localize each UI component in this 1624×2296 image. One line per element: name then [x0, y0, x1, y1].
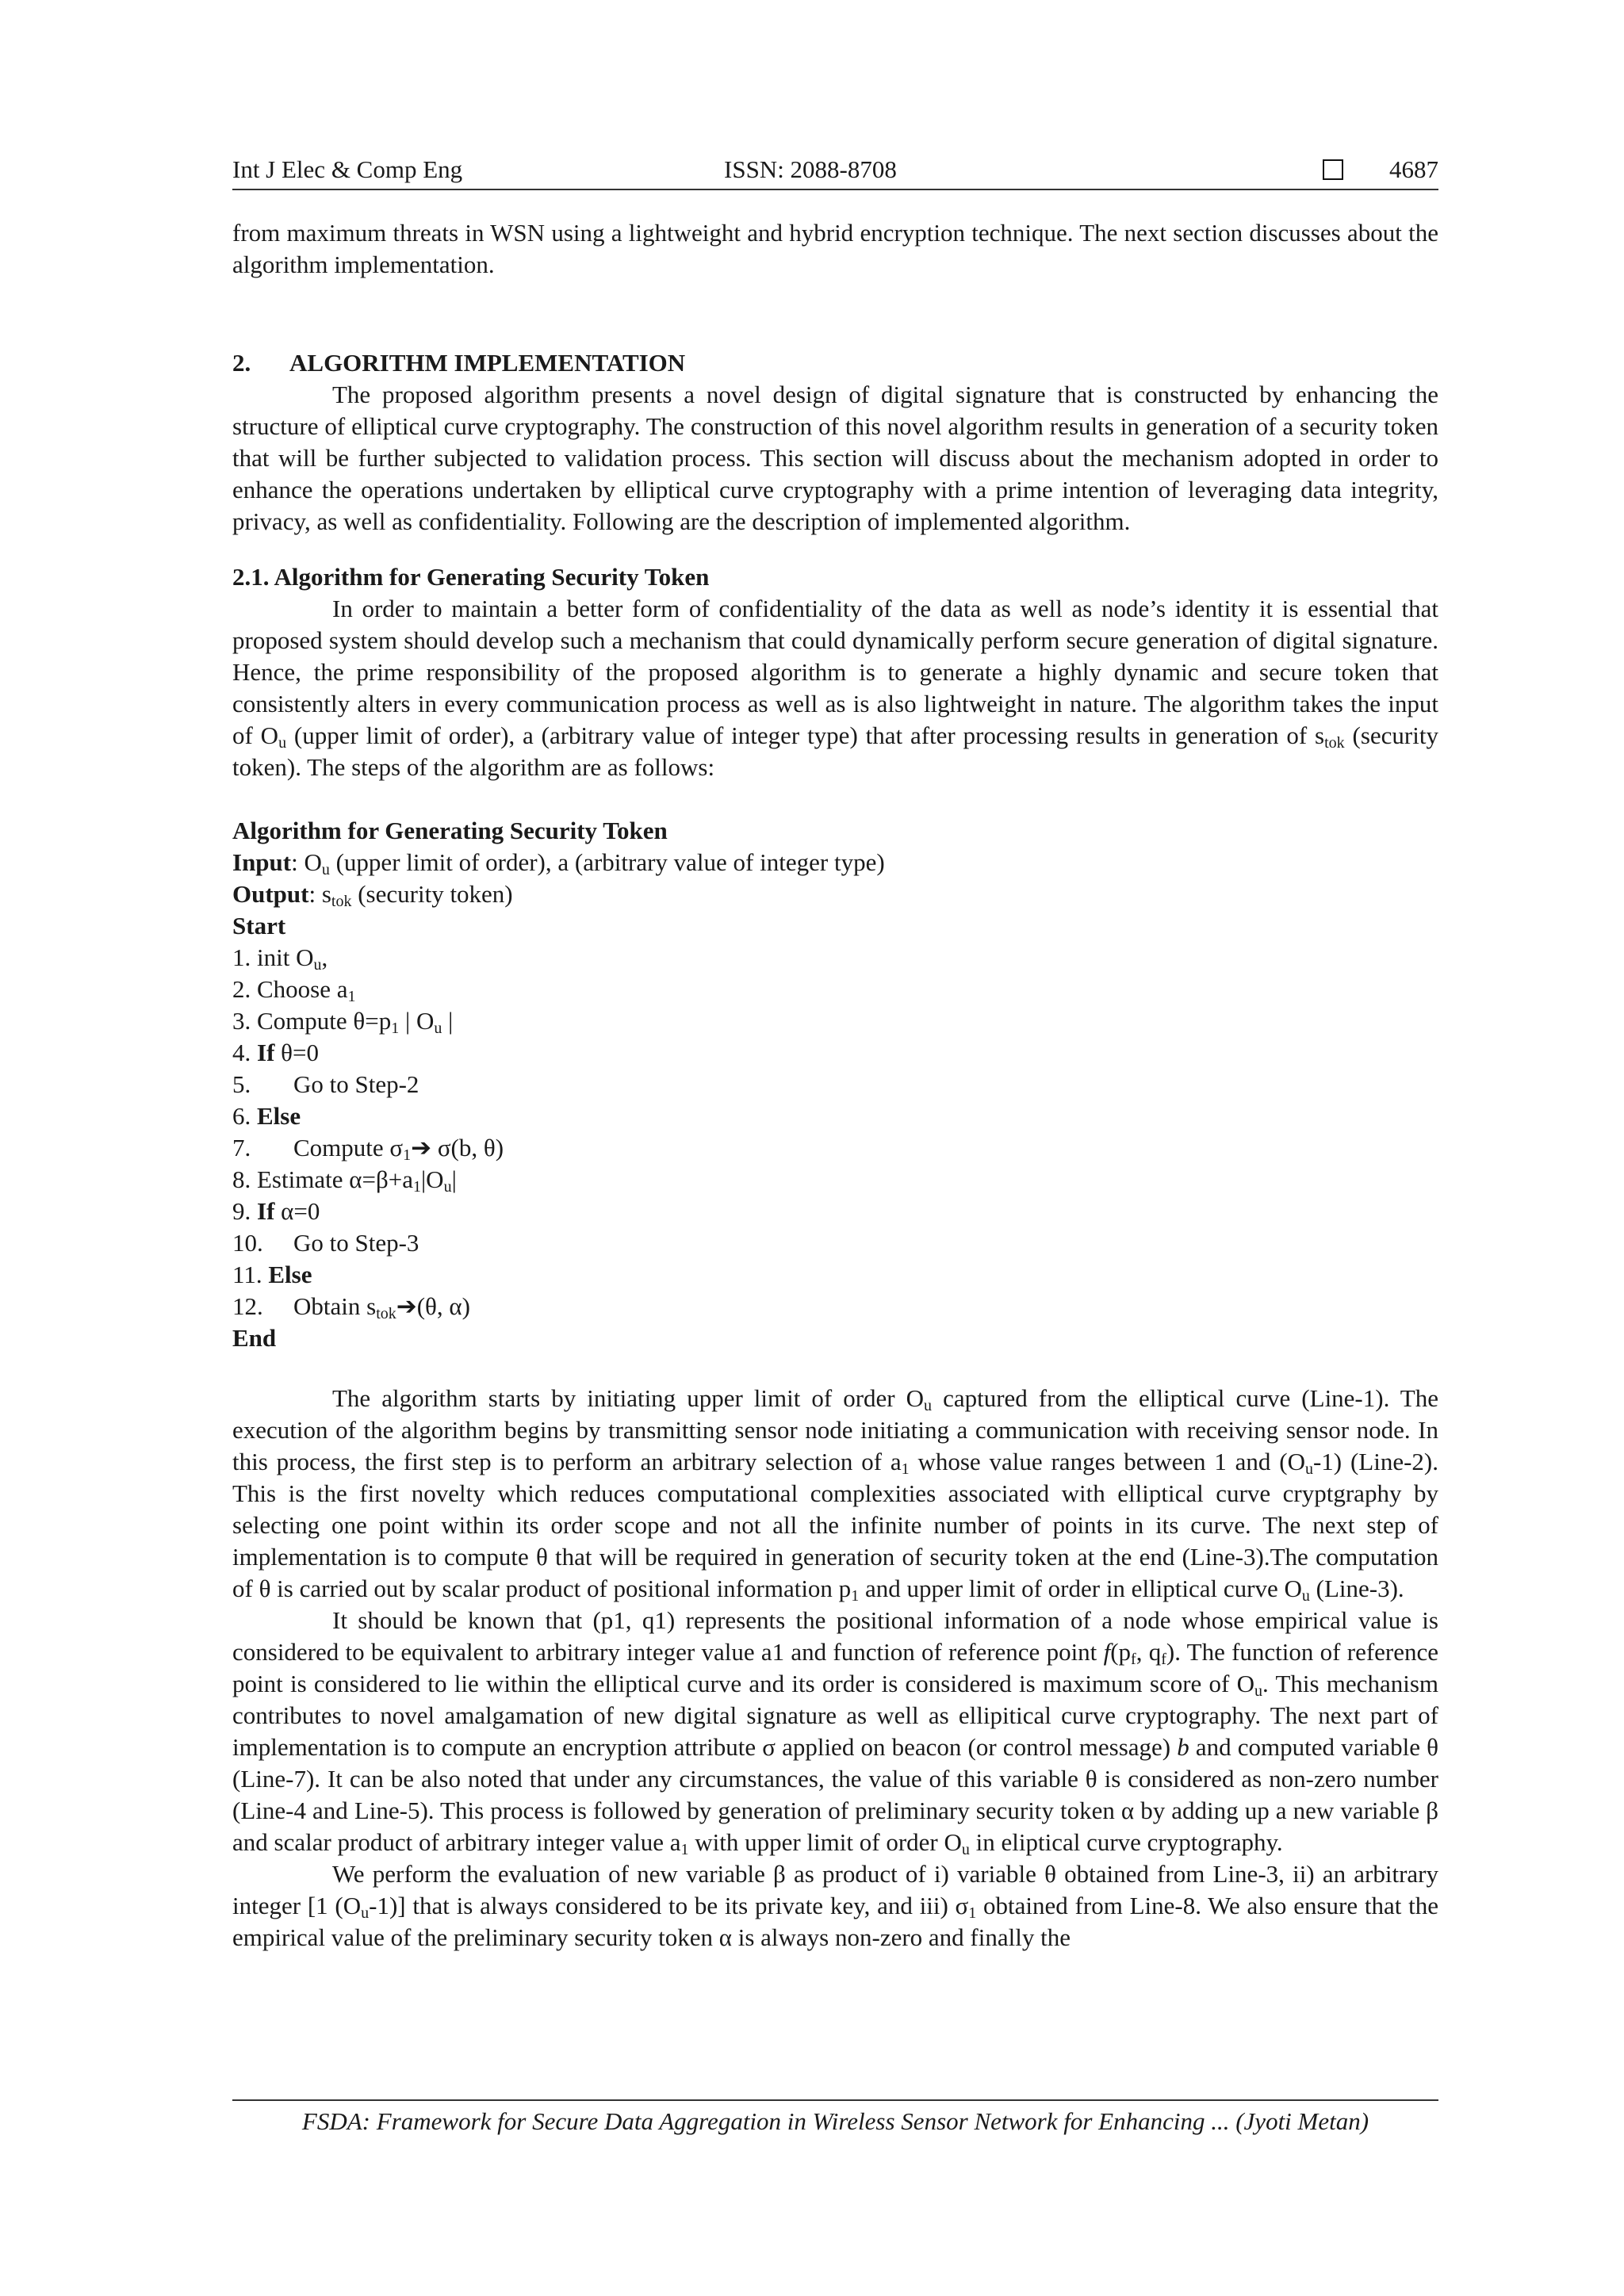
text-run: | [442, 1007, 454, 1035]
subscript: f [1131, 1651, 1136, 1668]
text-run: with upper limit of order O [688, 1828, 962, 1856]
subscript: 1 [403, 1146, 412, 1164]
subscript: 1 [347, 988, 356, 1005]
text-run: , q [1136, 1638, 1162, 1666]
algorithm-step-2 [232, 974, 1438, 1005]
output-label: Output [232, 880, 309, 908]
text-run: obtained from Line-8. We also ensure that the empirical value of the preliminary security token α is always non-zero and finally the [232, 1892, 1438, 1951]
algorithm-block [232, 815, 1438, 1354]
subsection-heading: 2.1. Algorithm for Generating Security Token [232, 563, 710, 591]
subscript: u [313, 956, 322, 974]
step-number: 1. [232, 943, 257, 971]
subsection-paragraph [232, 593, 1438, 783]
section-heading [232, 347, 1438, 379]
step-number: 2. [232, 975, 257, 1003]
text-run: Go to Step-3 [293, 1229, 419, 1257]
algorithm-output [232, 878, 1438, 910]
subscript: tok [331, 893, 352, 910]
subscript: f [1161, 1651, 1166, 1668]
body-paragraph-4 [232, 1605, 1438, 1858]
text-run: init O [257, 943, 314, 971]
text-run: : s [308, 880, 331, 908]
algorithm-step-5 [232, 1069, 1438, 1100]
subscript: u [361, 1904, 370, 1922]
text-run: We perform the evaluation of new variable β as product of i) variable θ obtained from Line-3, ii) an arbitrary integer [1 (O [232, 1860, 1438, 1919]
text-run: in eliptical curve cryptography. [969, 1828, 1283, 1856]
page-number-group [1323, 151, 1438, 189]
algorithm-step-10 [232, 1227, 1438, 1259]
subscript: u [321, 861, 330, 878]
page [232, 151, 1438, 1954]
text-run: (security token). The steps of the algorithm are as follows: [232, 721, 1438, 781]
text-run: and upper limit of order in elliptical curve O [859, 1575, 1302, 1602]
subscript: u [1301, 1587, 1310, 1605]
text-run: (security token) [351, 880, 513, 908]
subscript: 1 [851, 1587, 860, 1605]
step-number: 11. [232, 1261, 269, 1288]
journal-name: Int J Elec & Comp Eng [232, 155, 463, 183]
text-run: ). The function of reference point is considered to lie within the elliptical curve and its order is considered is maximum score of O [232, 1638, 1439, 1697]
subscript: u [434, 1020, 442, 1037]
algorithm-step-8 [232, 1164, 1438, 1196]
keyword: If [257, 1197, 275, 1225]
text-run: |O [420, 1165, 444, 1193]
text-run: Choose a [257, 975, 348, 1003]
subscript: u [278, 734, 287, 752]
subscript: u [443, 1178, 452, 1196]
algorithm-step-12 [232, 1291, 1438, 1322]
text-run: (p [1110, 1638, 1132, 1666]
text-run: and computed variable θ (Line-7). It can be also noted that under any circumstances, the value of this variable θ is considered as non-zero number (Line-4 and Line-5). This process is followed by generation of preliminary security token α by adding up a new variable β and scalar product of arbitrary integer value a [232, 1733, 1438, 1856]
text-run: | O [399, 1007, 435, 1035]
algorithm-step-1 [232, 942, 1438, 974]
keyword: Else [257, 1102, 301, 1130]
algorithm-step-3 [232, 1005, 1438, 1037]
running-header [232, 151, 1438, 190]
text-run: : O [291, 848, 322, 876]
step-number: 10. [232, 1229, 263, 1257]
step-number: 7. [232, 1134, 251, 1161]
text-run: (upper limit of order), a (arbitrary value of integer type) [329, 848, 885, 876]
text-run: α=0 [274, 1197, 320, 1225]
keyword: Else [268, 1261, 312, 1288]
subscript: 1 [391, 1020, 400, 1037]
subscript: 1 [680, 1841, 689, 1858]
section-paragraph: The proposed algorithm presents a novel design of digital signature that is constructed by enhancing the structure of elliptical curve cryptography. The construction of this novel algorithm results in generation of a security token that will be further subjected to validation process. This section will discuss about the mechanism adopted in order to enhance the operations undertaken by elliptical curve cryptography with a prime intention of leveraging data integrity, privacy, as well as confidentiality. Following are the description of implemented algorithm. [232, 381, 1438, 535]
algorithm-step-4 [232, 1037, 1438, 1069]
step-number: 3. [232, 1007, 257, 1035]
algorithm-step-11 [232, 1259, 1438, 1291]
keyword: If [257, 1039, 275, 1066]
text-run: The algorithm starts by initiating upper limit of order O [332, 1384, 925, 1412]
text-run: (upper limit of order), a (arbitrary value of integer type) that after processing results in generation of s [286, 721, 1325, 749]
algorithm-step-6 [232, 1100, 1438, 1132]
intro-paragraph: from maximum threats in WSN using a lightweight and hybrid encryption technique. The next section discusses about the algorithm implementation. [232, 219, 1438, 278]
subscript: u [1304, 1460, 1313, 1478]
subscript: u [924, 1397, 933, 1414]
italic-symbol: b [1177, 1733, 1189, 1761]
subscript: u [1254, 1682, 1263, 1700]
issn: ISSN: 2088-8708 [724, 155, 897, 183]
text-run: (Line-3). [1309, 1575, 1404, 1602]
step-number: 4. [232, 1039, 257, 1066]
text-run: Compute θ=p [257, 1007, 392, 1035]
text-run: It should be known that (p1, q1) represents the positional information of a node whose empirical value is considered to be equivalent to arbitrary integer value a1 and function of reference point [232, 1606, 1438, 1666]
algorithm-end: End [232, 1324, 277, 1352]
text-run: whose value ranges between 1 and (O [909, 1448, 1305, 1475]
step-number: 5. [232, 1070, 251, 1098]
text-run: Obtain s [293, 1292, 377, 1320]
subscript: tok [1324, 734, 1345, 752]
algorithm-input [232, 847, 1438, 878]
subscript: tok [376, 1305, 396, 1322]
step-number: 6. [232, 1102, 257, 1130]
step-number: 8. [232, 1165, 257, 1193]
page-number: 4687 [1389, 155, 1438, 183]
body-paragraph-3 [232, 1383, 1438, 1605]
section-title: ALGORITHM IMPLEMENTATION [289, 349, 686, 377]
square-box-icon [1323, 159, 1343, 180]
text-run: , [321, 943, 328, 971]
text-run: Compute σ [293, 1134, 404, 1161]
text-run: -1)] that is always considered to be its private key, and iii) σ [369, 1892, 969, 1919]
subscript: u [961, 1841, 970, 1858]
text-run: In order to maintain a better form of confidentiality of the data as well as node’s identity it is essential that proposed system should develop such a mechanism that could dynamically perform secure generation of digital signature. Hence, the prime responsibility of the proposed algorithm is to generate a highly dynamic and secure token that consistently alters in every communication process as well as is also lightweight in nature. The algorithm takes the input of O [232, 595, 1438, 749]
algorithm-step-9 [232, 1196, 1438, 1227]
step-number: 9. [232, 1197, 257, 1225]
subscript: 1 [412, 1178, 421, 1196]
body-paragraph-5 [232, 1858, 1438, 1954]
algorithm-title: Algorithm for Generating Security Token [232, 817, 668, 844]
italic-symbol: f [1103, 1638, 1111, 1666]
algorithm-start: Start [232, 912, 286, 939]
text-run: . This mechanism contributes to novel amalgamation of new digital signature as well as ellipitical curve cryptography. The next part of implementation is to compute an encryption attribute σ applied on beacon (or control message) [232, 1670, 1438, 1761]
running-footer: FSDA: Framework for Secure Data Aggregation in Wireless Sensor Network for Enhancing ... (Jyoti Metan) [232, 2099, 1438, 2139]
text-run: Estimate α=β+a [257, 1165, 413, 1193]
text-run: captured from the elliptical curve (Line-1). The execution of the algorithm begins by transmitting sensor node initiating a communication with receiving sensor node. In this process, the first step is to perform an arbitrary selection of a [232, 1384, 1438, 1475]
section-number: 2. [232, 349, 251, 377]
text-run: θ=0 [274, 1039, 319, 1066]
text-run: -1) (Line-2). This is the first novelty which reduces computational complexities associated with elliptical curve cryptgraphy by selecting one point within its order scope and not all the infinite number of points in its curve. The next step of implementation is to compute θ that will be required in generation of security token at the end (Line-3).The computation of θ is carried out by scalar product of positional information p [232, 1448, 1438, 1602]
text-run: Go to Step-2 [293, 1070, 419, 1098]
input-label: Input [232, 848, 292, 876]
text-run: | [451, 1165, 457, 1193]
step-number: 12. [232, 1292, 263, 1320]
text-run: ➔ σ(b, θ) [411, 1134, 504, 1161]
subscript: 1 [968, 1904, 977, 1922]
algorithm-step-7 [232, 1132, 1438, 1164]
text-run: ➔(θ, α) [396, 1292, 470, 1320]
subscript: 1 [901, 1460, 910, 1478]
